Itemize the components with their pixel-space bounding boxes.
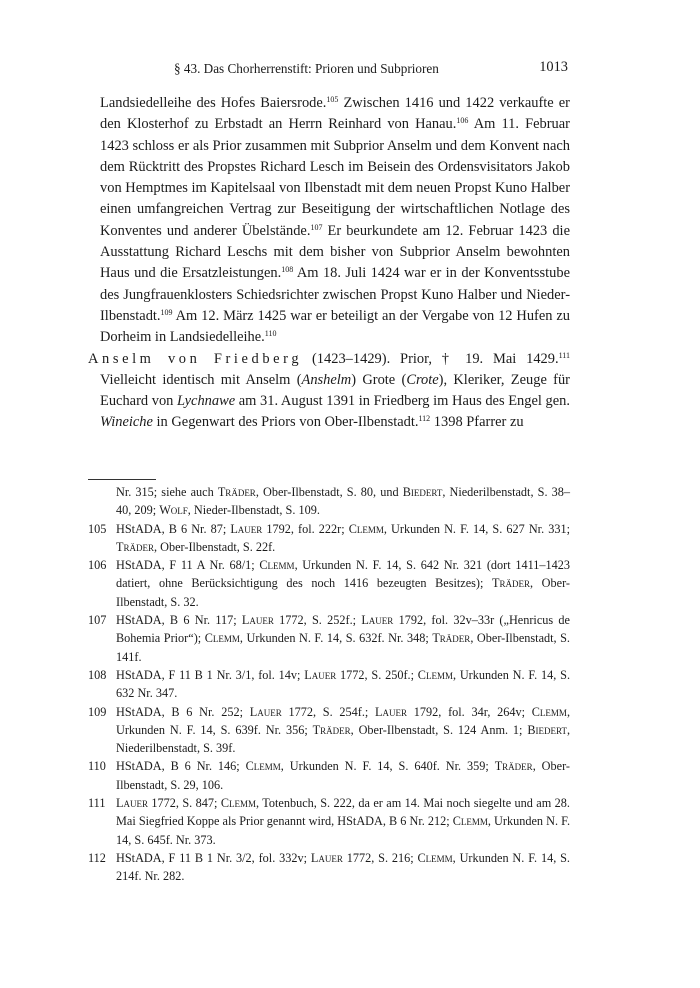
author-name: Clemm: [417, 667, 453, 682]
text-run: , Urkunden N. F. 14, S. 632f. Nr. 348;: [239, 631, 433, 646]
footnote-112: [88, 849, 570, 886]
text-run: 1772, S. 252f.;: [273, 613, 362, 628]
footnote-ref-109[interactable]: 109: [160, 307, 173, 317]
footnote-number: 108: [88, 667, 107, 682]
text-run: Nr. 315; siehe auch: [116, 485, 218, 499]
author-name: Lauer: [249, 704, 282, 719]
author-name: Träder: [494, 759, 533, 774]
author-name: Clemm: [417, 850, 453, 865]
text-run: , Niederilbenstadt, S. 38–40, 209;: [116, 485, 570, 518]
footnote-ref-108[interactable]: 108: [281, 265, 294, 275]
author-name: Träder: [217, 485, 256, 499]
author-name: Clemm: [531, 704, 567, 719]
author-name: Lauer: [304, 667, 337, 682]
author-name: Lauer: [116, 796, 148, 811]
footnote-106: [88, 556, 570, 611]
text-run: 1772, S. 254f.;: [281, 704, 376, 719]
prior-entry-anselm: [88, 349, 570, 434]
footnote-number: 112: [88, 850, 106, 865]
footnotes: [88, 483, 570, 886]
footnote-ref-112[interactable]: 112: [418, 414, 431, 424]
footnote-number: 110: [88, 759, 106, 774]
text-run: Am 12. März 1425 war er beteiligt an der Vergabe von 12 Hufen zu Dorheim in Landsiedelleihe.: [100, 307, 570, 346]
text-run: Zwischen 1416 und 1422 verkaufte er den Klosterhof zu Erbstadt an Herrn Reinhard von Hanau.: [100, 95, 570, 133]
main-text: [88, 93, 570, 434]
author-name: Lauer: [310, 850, 343, 865]
text-run: Am 11. Februar 1423 schloss er als Prior zusammen mit Subprior Anselm und dem Konvent nach dem Rücktritt des Propstes Richard Lesch im Beisein des Ordensvisitators Jakob von Hemptmes im Kapitelsaal von Ilbenstadt mit dem neuen Propst Kuno Halber einen umfangreichen Vertrag zur Beseitigung der wirtschaftlichen Notlage des Konventes und anderer Übelstände.: [100, 116, 570, 239]
footnote-ref-107[interactable]: 107: [310, 222, 323, 232]
text-run: (1423–1429). Prior, † 19. Mai 1429.: [302, 350, 559, 367]
text-run: Er beurkundete am 12. Februar 1423 die Ausstattung Richard Leschs mit dem bisher von Subprior Anselm bewohnten Haus und die Ersatzleistungen.: [100, 222, 570, 282]
text-run: in Gegenwart des Priors von Ober-Ilbenstadt.: [152, 414, 419, 431]
text-run: Am 18. Juli 1424 war er in der Konventsstube des Jungfrauenklosters Schiedsrichter zwischen Propst Kuno Halber und Nieder-Ilbenstadt.: [100, 265, 570, 324]
text-run: HStADA, F 11 B 1 Nr. 3/1, fol. 14v;: [116, 667, 305, 682]
author-name: Träder: [116, 539, 154, 554]
text-run: , Nieder-Ilbenstadt, S. 109.: [187, 503, 320, 518]
running-title: § 43. Das Chorherrenstift: Prioren und Subprioren: [174, 61, 439, 76]
author-name: Biedert: [402, 485, 443, 499]
text-run: , Urkunden N. F. 14, S. 642 Nr. 321 (dort 1411–1423 datiert, ohne Berücksichtigung des noch 1416 bezeugten Besitzes);: [116, 558, 571, 591]
text-run: , Ober-Ilbenstadt, S. 141f.: [116, 631, 570, 664]
author-name: Lauer: [230, 521, 263, 536]
author-name: Clemm: [259, 558, 295, 573]
text-run: ) Grote (: [351, 371, 407, 388]
italic-term: Wineiche: [100, 414, 153, 431]
text-run: , Ober-Ilbenstadt, S. 32.: [116, 576, 570, 609]
author-name: Lauer: [241, 613, 274, 628]
author-name: Träder: [312, 722, 351, 737]
author-name: Clemm: [348, 521, 384, 536]
footnote-number: 111: [88, 796, 106, 811]
entry-name: Anselm von Friedberg: [88, 350, 303, 367]
author-name: Lauer: [375, 704, 408, 719]
text-run: , Niederilbenstadt, S. 39f.: [116, 722, 571, 756]
text-run: , Ober-Ilbenstadt, S. 80, und: [255, 485, 403, 499]
author-name: Clemm: [220, 796, 256, 811]
text-run: 1772, S. 216;: [342, 850, 418, 865]
author-name: Träder: [432, 631, 471, 646]
footnote-ref-111[interactable]: 111: [558, 350, 570, 360]
text-run: 1398 Pfarrer zu: [430, 414, 524, 431]
text-run: HStADA, B 6 Nr. 146;: [116, 759, 246, 774]
text-run: Landsiedelleihe des Hofes Baiersrode.: [100, 95, 327, 111]
author-name: Clemm: [452, 814, 488, 829]
text-run: , Urkunden N. F. 14, S. 645f. Nr. 373.: [116, 814, 571, 847]
text-run: , Totenbuch, S. 222, da er am 14. Mai noch siegelte und am 28. Mai Siegfried Koppe als Prior genannt wird, HStADA, B 6 Nr. 212;: [116, 796, 570, 829]
text-run: 1772, S. 847;: [147, 796, 221, 811]
text-run: , Urkunden N. F. 14, S. 632 Nr. 347.: [116, 667, 571, 701]
text-run: HStADA, B 6 Nr. 117;: [116, 613, 242, 628]
page-number: 1013: [539, 59, 568, 75]
author-name: Clemm: [245, 759, 281, 774]
footnote-ref-105[interactable]: 105: [326, 95, 339, 104]
footnote-108: [88, 666, 570, 703]
author-name: Clemm: [204, 631, 240, 646]
italic-term: Crote: [406, 371, 439, 388]
footnote-107: [88, 611, 570, 666]
footnote-separator: [88, 479, 156, 480]
text-run: , Ober-Ilbenstadt, S. 22f.: [154, 539, 276, 554]
footnote-ref-110[interactable]: 110: [264, 329, 277, 339]
text-run: 1792, fol. 222r;: [262, 521, 349, 536]
text-run: , Urkunden N. F. 14, S. 639f. Nr. 356;: [116, 704, 570, 737]
footnote-continued: [88, 483, 570, 520]
footnote-number: 105: [88, 521, 107, 536]
text-run: , Ober-Ilbenstadt, S. 124 Anm. 1;: [350, 722, 528, 737]
text-run: 1792, fol. 34r, 264v;: [407, 704, 532, 719]
italic-term: Anshelm: [301, 371, 352, 388]
footnote-109: [88, 703, 570, 758]
footnote-111: [88, 794, 570, 849]
text-run: , Urkunden N. F. 14, S. 640f. Nr. 359;: [280, 759, 495, 774]
text-run: HStADA, F 11 A Nr. 68/1;: [116, 558, 260, 573]
italic-term: Lychnawe: [177, 393, 236, 410]
paragraph-continued: [88, 93, 570, 349]
footnote-110: [88, 757, 570, 794]
author-name: Lauer: [361, 613, 394, 628]
footnote-number: 109: [88, 704, 107, 719]
text-run: HStADA, B 6 Nr. 252;: [116, 704, 250, 719]
text-run: 1792, fol. 32v–33r („Henricus de Bohemia Prior“);: [116, 613, 570, 646]
author-name: Wolf: [159, 503, 188, 518]
text-run: ), Kleriker, Zeuge für Euchard von: [100, 371, 570, 410]
running-header: [88, 59, 568, 81]
footnote-ref-106[interactable]: 106: [456, 116, 469, 126]
footnote-number: 106: [88, 558, 107, 573]
text-run: HStADA, B 6 Nr. 87;: [116, 521, 231, 536]
footnote-105: [88, 520, 570, 557]
text-run: am 31. August 1391 in Friedberg im Haus des Engel gen.: [235, 393, 570, 410]
text-run: Vielleicht identisch mit Anselm (: [100, 371, 302, 388]
text-run: , Urkunden N. F. 14, S. 214f. Nr. 282.: [116, 850, 570, 884]
author-name: Träder: [492, 576, 530, 591]
text-run: , Ober-Ilbenstadt, S. 29, 106.: [116, 759, 570, 792]
footnote-number: 107: [88, 613, 107, 628]
text-run: , Urkunden N. F. 14, S. 627 Nr. 331;: [383, 521, 570, 536]
text-run: 1772, S. 250f.;: [336, 667, 418, 682]
text-run: HStADA, F 11 B 1 Nr. 3/2, fol. 332v;: [116, 850, 311, 865]
author-name: Biedert: [527, 722, 567, 737]
